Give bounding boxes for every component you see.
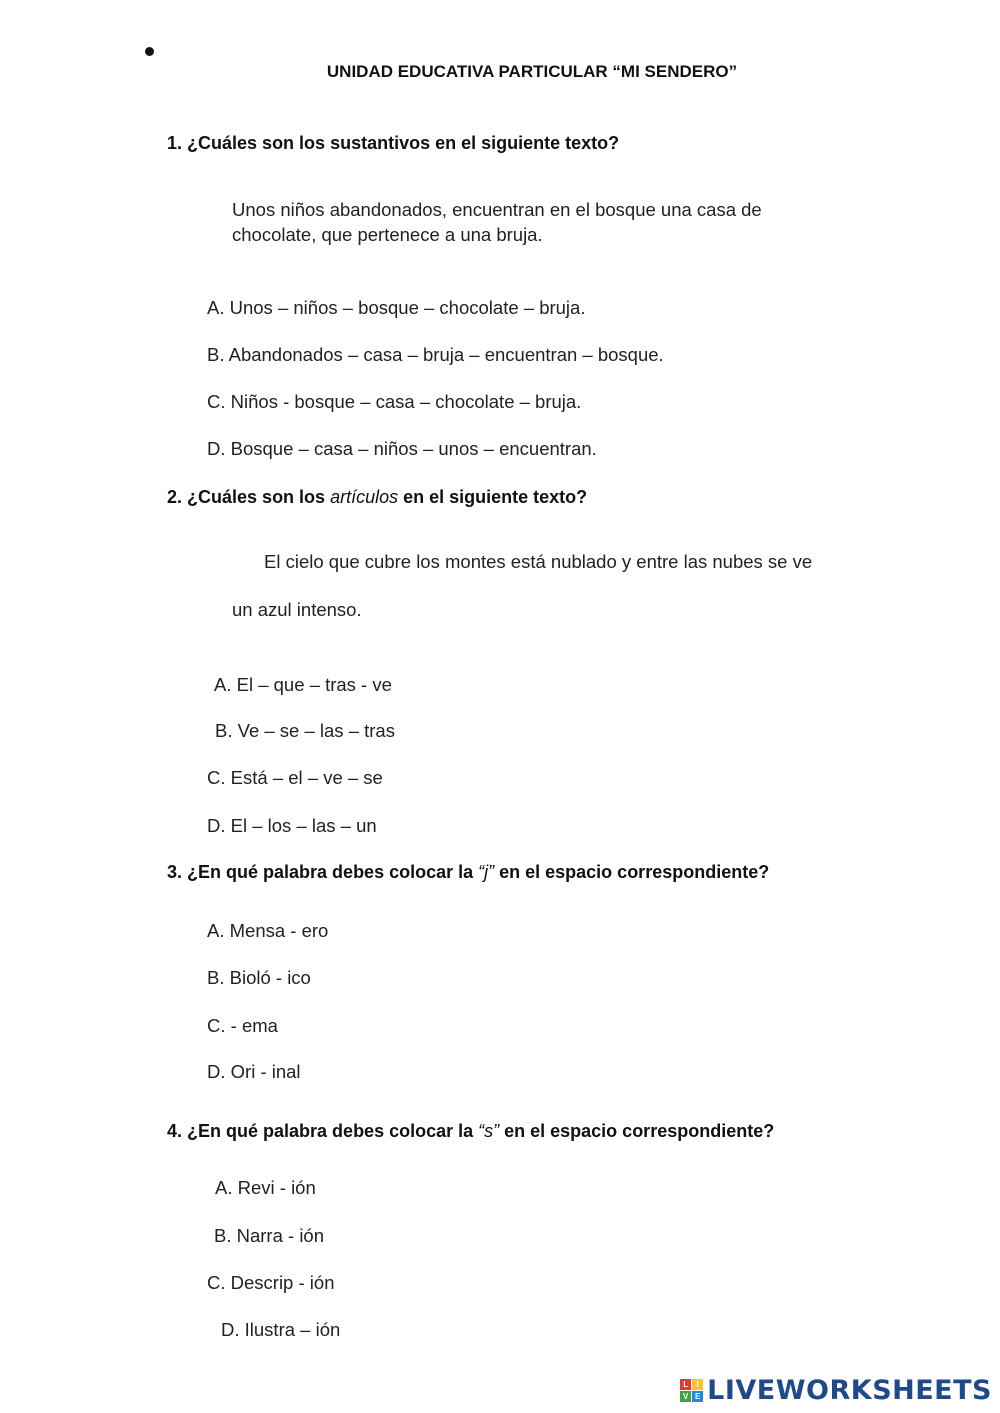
bullet-dot	[145, 47, 154, 56]
logo-letter: L	[680, 1379, 691, 1390]
option-a[interactable]: A. Unos – niños – bosque – chocolate – bruja.	[207, 297, 586, 318]
question-text: ¿Cuáles son los sustantivos en el siguiente texto?	[187, 133, 620, 153]
question-3	[167, 862, 769, 883]
question-2	[167, 487, 587, 508]
option-a[interactable]: A. Mensa - ero	[207, 920, 329, 941]
question-text-start: ¿En qué palabra debes colocar la	[187, 1121, 479, 1141]
option-c[interactable]: C. Está – el – ve – se	[207, 767, 383, 788]
question-number: 4.	[167, 1121, 183, 1141]
option-d[interactable]: D. Ilustra – ión	[221, 1319, 341, 1340]
option-b[interactable]: B. Narra - ión	[214, 1225, 325, 1246]
option-b[interactable]: B. Ve – se – las – tras	[215, 720, 395, 741]
option-c[interactable]: C. Descrip - ión	[207, 1272, 335, 1293]
option-a[interactable]: A. Revi - ión	[215, 1177, 316, 1198]
question-text-start: ¿En qué palabra debes colocar la	[187, 862, 479, 882]
passage-line: chocolate, que pertenece a una bruja.	[232, 224, 543, 245]
option-b[interactable]: B. Bioló - ico	[207, 967, 311, 988]
option-c[interactable]: C. - ema	[207, 1015, 278, 1036]
logo-letter: E	[692, 1391, 703, 1402]
question-text-italic: artículos	[330, 487, 399, 507]
page-title: UNIDAD EDUCATIVA PARTICULAR “MI SENDERO”	[326, 62, 738, 81]
option-b[interactable]: B. Abandonados – casa – bruja – encuentran – bosque.	[207, 344, 664, 365]
question-4	[167, 1121, 774, 1142]
question-number: 2.	[167, 487, 183, 507]
passage-line: un azul intenso.	[232, 599, 362, 620]
option-d[interactable]: D. Bosque – casa – niños – unos – encuentran.	[207, 438, 597, 459]
question-number: 3.	[167, 862, 183, 882]
question-1	[167, 133, 619, 154]
question-text-end: en el siguiente texto?	[398, 487, 588, 507]
option-a[interactable]: A. El – que – tras - ve	[214, 674, 392, 695]
logo-letter: I	[692, 1379, 703, 1390]
option-d[interactable]: D. El – los – las – un	[207, 815, 377, 836]
logo-mark-icon	[680, 1379, 703, 1402]
question-text-italic: “s”	[478, 1121, 500, 1141]
question-number: 1.	[167, 133, 183, 153]
passage-line: Unos niños abandonados, encuentran en el bosque una casa de	[232, 199, 762, 220]
passage-line: El cielo que cubre los montes está nublado y entre las nubes se ve	[264, 551, 813, 572]
question-text-italic: “j”	[478, 862, 495, 882]
logo-text: LIVEWORKSHEETS	[707, 1375, 992, 1406]
question-text-start: ¿Cuáles son los	[187, 487, 331, 507]
option-d[interactable]: D. Ori - inal	[207, 1061, 301, 1082]
option-c[interactable]: C. Niños - bosque – casa – chocolate – bruja.	[207, 391, 582, 412]
question-text-end: en el espacio correspondiente?	[494, 862, 770, 882]
logo-letter: V	[680, 1391, 691, 1402]
question-text-end: en el espacio correspondiente?	[499, 1121, 775, 1141]
liveworksheets-logo	[680, 1375, 992, 1406]
